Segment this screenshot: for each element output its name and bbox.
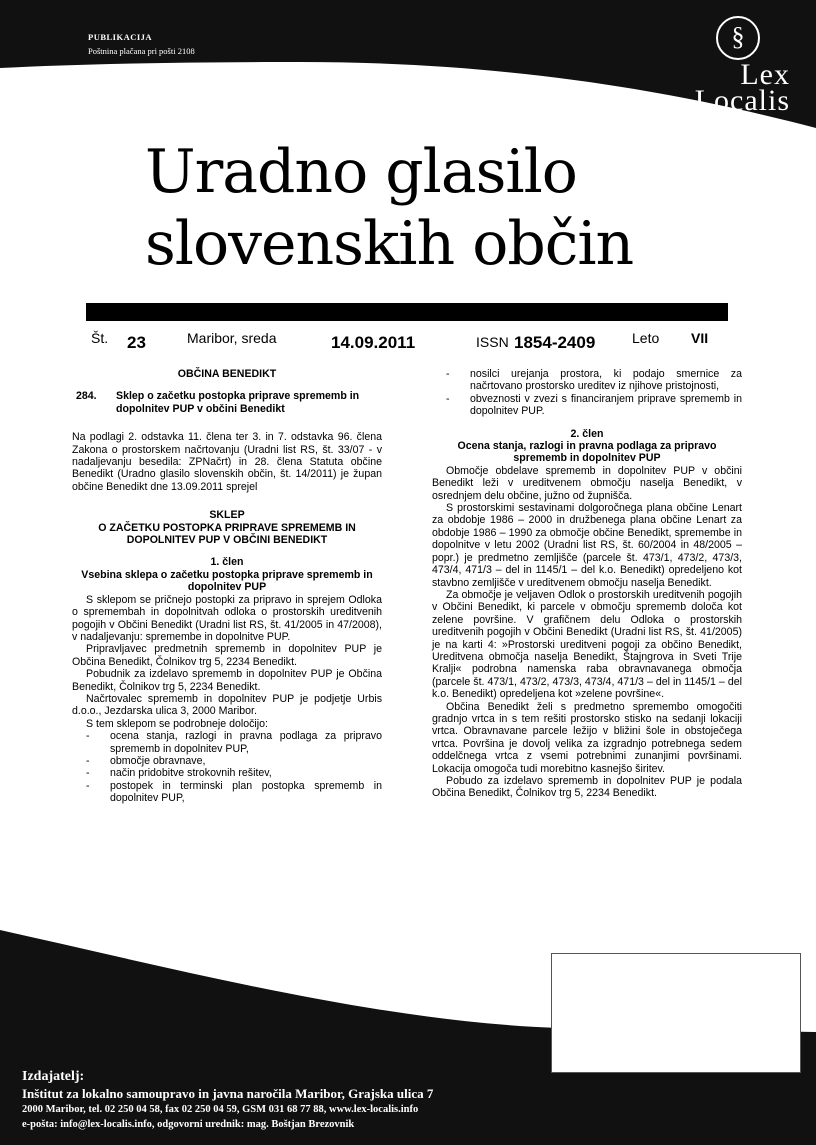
blank-box xyxy=(551,953,801,1073)
publisher-info xyxy=(22,1068,433,1132)
publisher-email: e-pošta: info@lex-localis.info, odgovorni urednik: mag. Boštjan Brezovnik xyxy=(22,1119,355,1130)
list-item: - nosilci urejanja prostora, ki podajo smernice za načrtovano prostorsko ureditev iz njihove pristojnosti, xyxy=(446,368,742,393)
publisher-label: Izdajatelj: xyxy=(22,1069,85,1084)
sklep-heading: SKLEP xyxy=(209,509,245,522)
list-item: - postopek in terminski plan postopka sprememb in dopolnitev PUP, xyxy=(86,779,382,805)
article-2-paragraph-2: S prostorskimi sestavinami dolgoročnega plana občine Lenart za obdobje 1986 – 2000 in družbenega plana občine Lenart za obdobje 1986 – 1990 za območje občine Benedikt, spremembe in dopolnitve v letu 2002 (Uradni list RS, št. 60/2004 in 48/2005 – popr.) je predmetno zemljišče (parcele št. 473/1, 473/2, 473/3, 473/4, 471/3 – del in 1145/1 – del k.o. Benedikt) opredeljeno kot stavbno zemljišče v ureditvenem območju naselja Benedikt. xyxy=(432,502,742,589)
year-value: VII xyxy=(691,330,709,346)
page-title xyxy=(145,136,633,280)
publisher-name: Inštitut za lokalno samoupravo in javna naročila Maribor, Grajska ulica 7 xyxy=(22,1086,434,1101)
article-2-paragraph-3: Za območje je veljaven Odlok o prostorskih ureditvenih pogojih v Občini Benedikt, ki parcele v območju sprememb določa kot zelene površine. V grafičnem delu Odloka o prostorskih ureditvenih pogojih v Občini Benedikt (Uradni list RS, št. 41/2005) je na karti 4: »Prostorski ureditveni pogoji za občino Benedikt, Ureditvena območja naselja Benedikt, Štajngrova in Sveti Trije Kralji« podrobna namenska raba obravnavanega območja (parcele št. 473/1, 473/2, 473/3, 473/4, 471/3 – del in 1145/1 – del k.o. Benedikt) opredeljena kot »zelene površine«. xyxy=(432,588,742,701)
list-item: - način pridobitve strokovnih rešitev, xyxy=(86,767,272,780)
article-2-paragraph-5: Pobudo za izdelavo sprememb in dopolnitev PUP je podala Občina Benedikt, Čolnikov trg 5, 2234 Benedikt. xyxy=(432,775,742,800)
article-2-paragraph-4: Občina Benedikt želi s predmetno spremembo omogočiti gradnjo vrtca in s tem rešiti prostorsko stisko na sedanji lokaciji vrtca. Obravnavane parcele ležijo v bližini šole in obstoječega vrtca. Površina je dovolj velika za izgradnjo potrebnega sedem oddelčnega vrtca z vsemi potrebnimi zunanjimi površinami. Lokacija omogoča tudi morebitno kasnejšo širitev. xyxy=(432,700,742,775)
article-1-paragraph-4: Načrtovalec sprememb in dopolnitev PUP je podjetje Urbis d.o.o., Jezdarska ulica 3, 2000 Maribor. xyxy=(72,692,382,718)
publisher-contacts: 2000 Maribor, tel. 02 250 04 58, fax 02 250 04 59, GSM 031 68 77 88, www.lex-localis.info xyxy=(22,1104,419,1115)
article-1-number: 1. člen xyxy=(210,556,244,569)
logo-line1: Lex xyxy=(740,58,790,91)
article-1-paragraph-5: S tem sklepom se podrobneje določijo: xyxy=(86,717,268,730)
act-number: 284. xyxy=(76,390,97,403)
left-column xyxy=(72,368,382,805)
title-line2: slovenskih občin xyxy=(145,209,634,279)
paragraph-symbol-icon: § xyxy=(716,16,760,60)
article-2-paragraph-1: Območje obdelave sprememb in dopolnitev PUP v občini Benedikt leži v ureditvenem območju naselja Benedikt, v osrednjem delu občine, južno od župnišča. xyxy=(432,464,742,502)
lex-localis-logo xyxy=(590,14,790,117)
issue-place-day: Maribor, sreda xyxy=(187,330,277,346)
article-1-paragraph-3: Pobudnik za izdelavo sprememb in dopolnitev PUP je Občina Benedikt, Čolnikov trg 5, 2234 Benedikt. xyxy=(72,668,382,693)
article-1-title: Vsebina sklepa o začetku postopka priprave sprememb in dopolnitev PUP xyxy=(81,568,373,594)
sklep-subheading: O ZAČETKU POSTOPKA PRIPRAVE SPREMEMB IN DOPOLNITEV PUP V OBČINI BENEDIKT xyxy=(98,521,356,547)
issn-number: 1854-2409 xyxy=(514,333,596,352)
publication-info xyxy=(88,30,195,58)
list-item: - ocena stanja, razlogi in pravna podlaga za pripravo sprememb in dopolnitev PUP, xyxy=(86,730,382,755)
municipality-heading: OBČINA BENEDIKT xyxy=(177,368,277,380)
title-divider xyxy=(86,303,728,321)
issue-st-label: Št. xyxy=(91,330,109,346)
article-2-title: Ocena stanja, razlogi in pravna podlaga za pripravo sprememb in dopolnitev PUP xyxy=(457,440,717,465)
issue-number: 23 xyxy=(127,333,146,352)
list-item: - obveznosti v zvezi s financiranjem priprave sprememb in dopolnitev PUP. xyxy=(446,392,742,418)
article-1-paragraph-2: Pripravljavec predmetnih sprememb in dopolnitev PUP je Občina Benedikt, Čolnikov trg 5, 2234 Benedikt. xyxy=(72,643,382,668)
publication-label: PUBLIKACIJA xyxy=(88,32,153,42)
header-band xyxy=(0,0,816,130)
article-2-number: 2. člen xyxy=(570,427,604,440)
article-1-paragraph-1: S sklepom se pričnejo postopki za pripravo in sprejem Odloka o spremembah in dopolnitvah odloka o prostorskih ureditvenih pogojih v Občini Benedikt (Uradni list RS, št. 41/2005 in 47/2008), v nadaljevanju: spremembe in dopolnitve PUP. xyxy=(72,593,382,643)
list-item: - območje obravnave, xyxy=(86,754,206,767)
postage-note: Poštnina plačana pri pošti 2108 xyxy=(88,46,195,56)
logo-line2: Localis xyxy=(694,84,790,117)
act-heading xyxy=(76,390,382,415)
year-label: Leto xyxy=(632,330,660,346)
right-column xyxy=(432,368,742,800)
act-title: Sklep o začetku postopka priprave sprememb in dopolnitev PUP v občini Benedikt xyxy=(116,390,360,415)
title-line1: Uradno glasilo xyxy=(145,137,577,207)
issn-label: ISSN xyxy=(476,334,509,350)
logo-text xyxy=(694,58,790,117)
issue-date: 14.09.2011 xyxy=(331,333,416,352)
intro-paragraph: Na podlagi 2. odstavka 11. člena ter 3. in 7. odstavka 96. člena Zakona o prostorskem načrtovanju (Uradni list RS, št. 33/07 - v nadaljevanju besedila: ZPNačrt) in 28. člena Statuta občine Benedikt (Uradno glasilo slovenskih občin, št. 14/2011) je župan občine Benedikt dne 13.09.2011 sprejel xyxy=(72,431,382,493)
